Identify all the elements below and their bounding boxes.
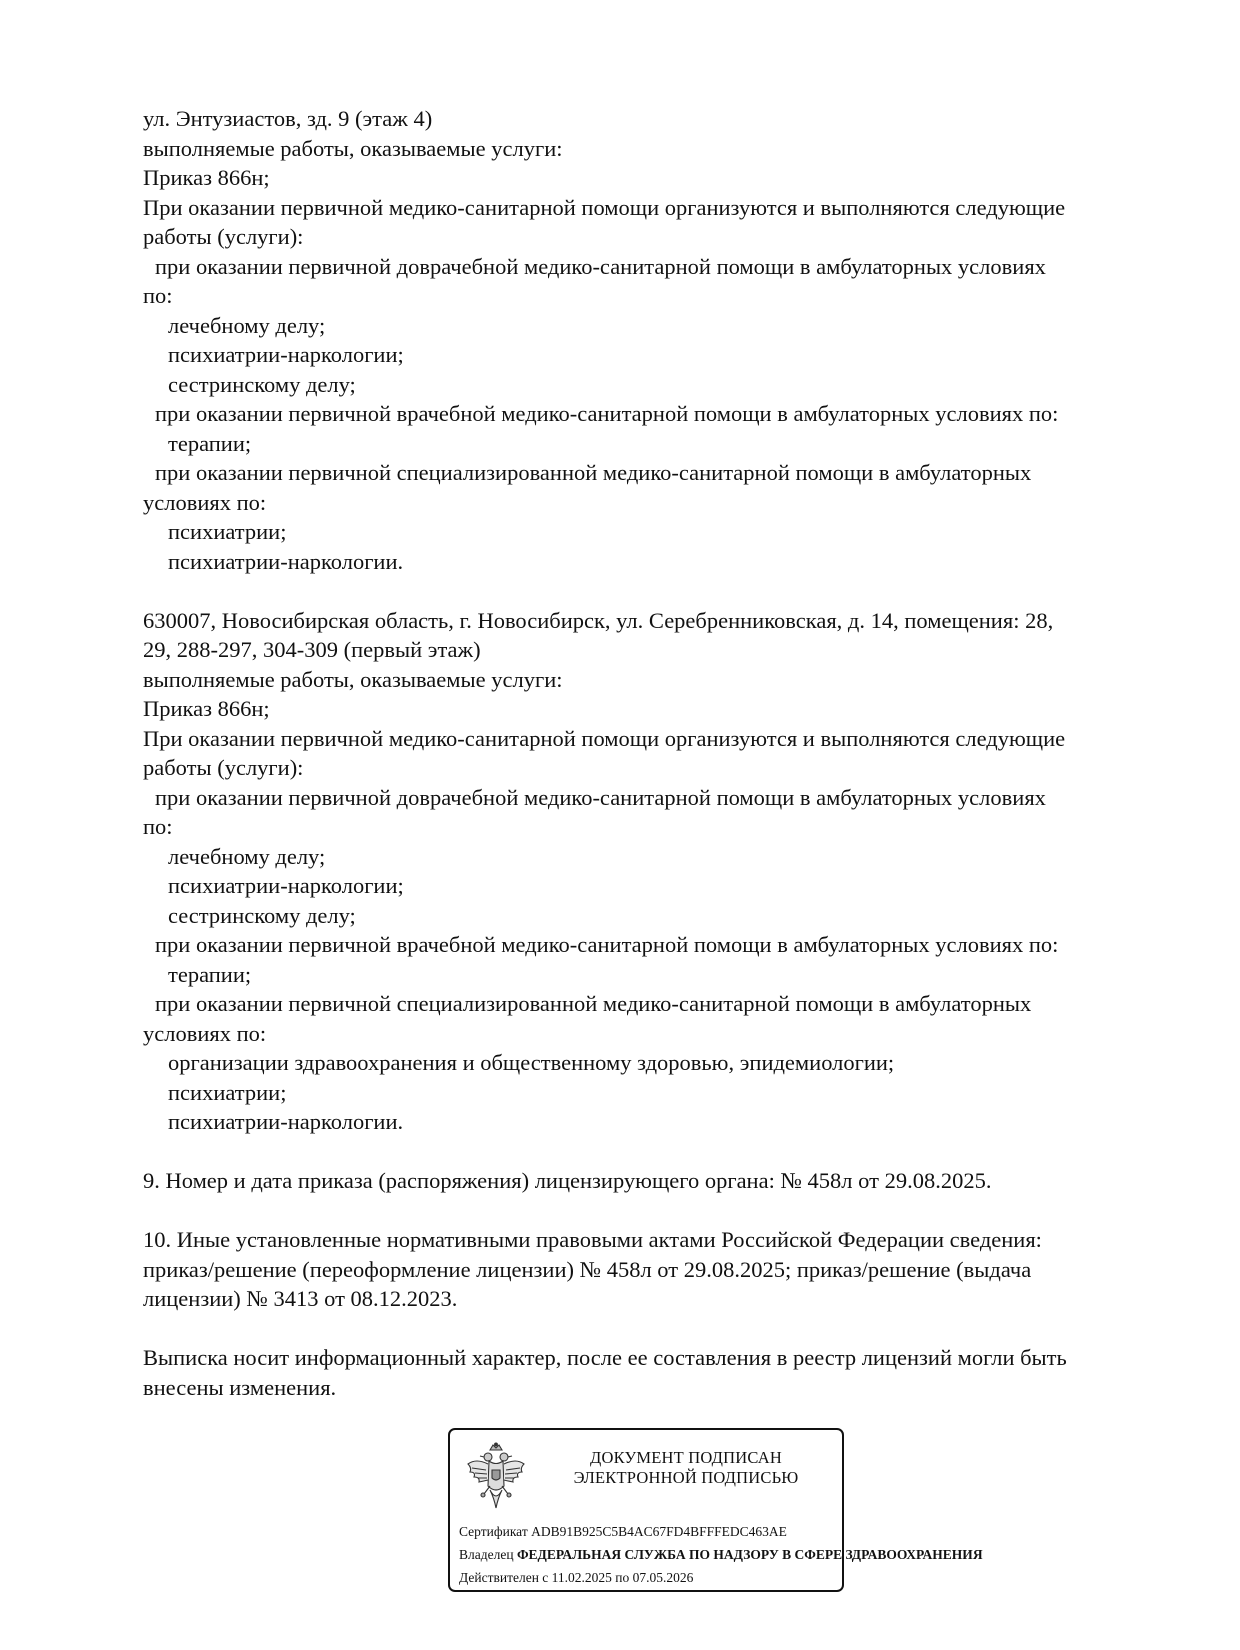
russian-coat-of-arms-icon	[464, 1442, 528, 1514]
text-line: при оказании первичной специализированной медико-санитарной помощи в амбулаторных	[155, 991, 1032, 1016]
text-line: психиатрии-наркологии.	[168, 548, 404, 574]
text-line: работы (услуги):	[143, 755, 304, 780]
text-line: по:	[143, 283, 173, 308]
text-line: при оказании первичной врачебной медико-санитарной помощи в амбулаторных условиях по:	[155, 401, 1059, 426]
text-line: психиатрии;	[168, 1079, 287, 1105]
document-body	[143, 104, 1153, 1402]
certificate-value: ADB91B925C5B4AC67FD4BFFFEDC463AE	[531, 1524, 787, 1539]
text-line: условиях по:	[143, 489, 267, 515]
text-line: при оказании первичной врачебной медико-санитарной помощи в амбулаторных условиях по:	[155, 932, 1059, 957]
license-order-section	[143, 1166, 1153, 1196]
text-line: сестринскому делу;	[168, 371, 356, 397]
text-line: организации здравоохранения и общественному здоровью, эпидемиологии;	[168, 1050, 895, 1075]
text-line: лечебному делу;	[168, 312, 326, 338]
text-line: ул. Энтузиастов, зд. 9 (этаж 4)	[143, 106, 433, 131]
spacer	[143, 576, 1153, 606]
stamp-title	[538, 1448, 834, 1488]
text-line: лечебному делу;	[168, 843, 326, 869]
owner-label: Владелец	[459, 1547, 514, 1562]
stamp-details	[459, 1520, 983, 1589]
text-line: 29, 288-297, 304-309 (первый этаж)	[143, 637, 481, 662]
text-line: лицензии) № 3413 от 08.12.2023.	[143, 1286, 458, 1311]
validity-row: Действителен с 11.02.2025 по 07.05.2026	[459, 1570, 694, 1585]
text-line: 10. Иные установленные нормативными правовыми актами Российской Федерации сведения:	[143, 1227, 1042, 1252]
text-line: условиях по:	[143, 1020, 267, 1046]
certificate-label: Сертификат	[459, 1524, 528, 1539]
text-line: при оказании первичной доврачебной медико-санитарной помощи в амбулаторных условиях	[155, 253, 1046, 279]
text-line: внесены изменения.	[143, 1374, 337, 1400]
text-line: 9. Номер и дата приказа (распоряжения) лицензирующего органа: № 458л от 29.08.2025.	[143, 1168, 992, 1193]
text-line: при оказании первичной доврачебной медико-санитарной помощи в амбулаторных условиях	[155, 784, 1046, 810]
certificate-row	[459, 1520, 879, 1543]
electronic-signature-stamp	[448, 1428, 983, 1592]
text-line: при оказании первичной специализированной медико-санитарной помощи в амбулаторных	[155, 460, 1032, 485]
text-line: психиатрии-наркологии.	[168, 1109, 404, 1134]
text-line: 630007, Новосибирская область, г. Новосибирск, ул. Серебренниковская, д. 14, помещения: 28,	[143, 607, 1054, 633]
owner-row	[459, 1543, 983, 1566]
other-info-section	[143, 1225, 1153, 1314]
spacer	[143, 1314, 1153, 1344]
text-line: психиатрии;	[168, 519, 287, 544]
disclaimer-section	[143, 1343, 1153, 1402]
text-line: Приказ 866н;	[143, 696, 270, 721]
text-line: При оказании первичной медико-санитарной помощи организуются и выполняются следующие	[143, 194, 1066, 220]
text-line: выполняемые работы, оказываемые услуги:	[143, 135, 563, 161]
spacer	[143, 1196, 1153, 1226]
text-line: психиатрии-наркологии;	[168, 342, 404, 367]
spacer	[143, 1137, 1153, 1167]
text-line: работы (услуги):	[143, 224, 304, 249]
text-line: Приказ 866н;	[143, 165, 270, 190]
text-line: приказ/решение (переоформление лицензии) № 458л от 29.08.2025; приказ/решение (выдача	[143, 1256, 1032, 1282]
text-line: сестринскому делу;	[168, 902, 356, 928]
text-line: терапии;	[168, 961, 252, 987]
text-line: по:	[143, 814, 173, 839]
address-block-2	[143, 606, 1153, 1137]
text-line: Выписка носит информационный характер, после ее составления в реестр лицензий могли быть	[143, 1345, 1067, 1370]
stamp-title-line-1: ДОКУМЕНТ ПОДПИСАН	[590, 1448, 782, 1467]
text-line: психиатрии-наркологии;	[168, 873, 404, 898]
owner-value: ФЕДЕРАЛЬНАЯ СЛУЖБА ПО НАДЗОРУ В СФЕРЕ ЗДРАВООХРАНЕНИЯ	[516, 1547, 983, 1562]
text-line: При оказании первичной медико-санитарной помощи организуются и выполняются следующие	[143, 725, 1066, 751]
address-block-1	[143, 104, 1153, 576]
stamp-title-line-2: ЭЛЕКТРОННОЙ ПОДПИСЬЮ	[573, 1468, 799, 1487]
text-line: выполняемые работы, оказываемые услуги:	[143, 666, 563, 692]
text-line: терапии;	[168, 430, 252, 456]
